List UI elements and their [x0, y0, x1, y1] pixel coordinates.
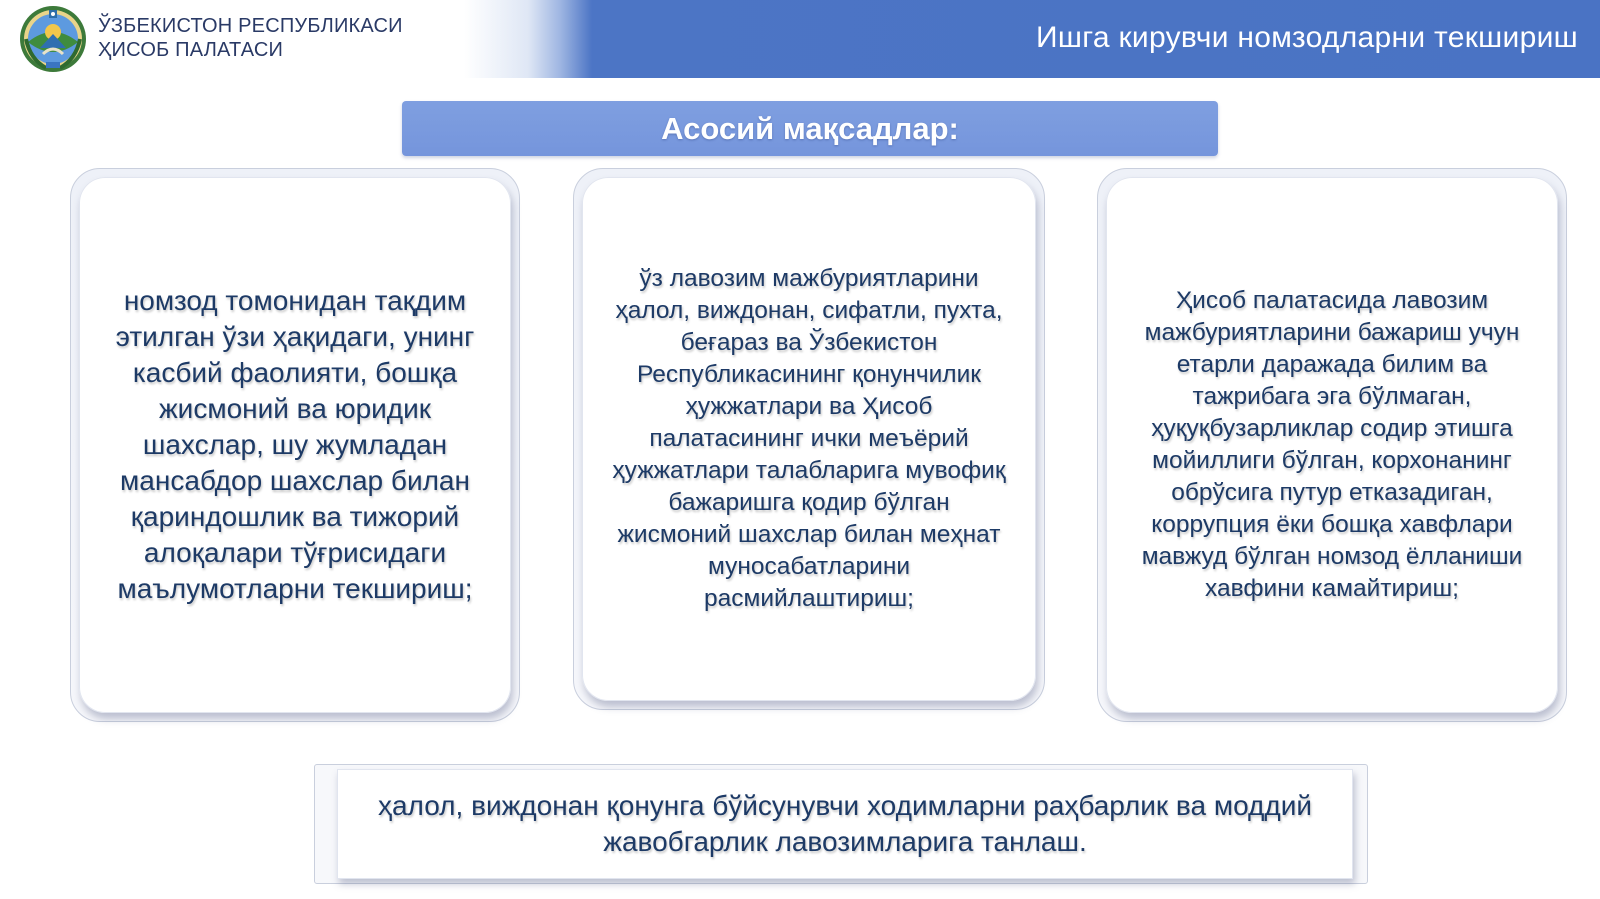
goal-card-1-body: [79, 177, 511, 713]
goal-bottom-card-body: [337, 769, 1353, 879]
organization-name: [98, 14, 403, 62]
goal-card-2-text: ўз лавозим мажбуриятларини ҳалол, виждонан, сифатли, пухта, беғараз ва Ўзбекистон Республикасининг қонунчилик ҳужжатлари ва Ҳисоб палатасининг ички меъёрий ҳужжатлари талабларига мувофиқ бажаришга қодир бўлган жисмоний шахслар билан меҳнат муносабатларини расмийлаштириш;: [612, 265, 1006, 612]
goal-card-1-text: номзод томонидан тақдим этилган ўзи ҳақидаги, унинг касбий фаолияти, бошқа жисмоний ва юридик шахслар, шу жумладан мансабдор шахслар билан қариндошлик ва тижорий алоқалари тўғрисидаги маълумотларни текшириш;: [115, 285, 475, 604]
goal-card-3: [1097, 168, 1567, 722]
org-name-line2: ҲИСОБ ПАЛАТАСИ: [98, 39, 284, 61]
goal-card-3-body: [1106, 177, 1558, 713]
org-name-line1: ЎЗБЕКИСТОН РЕСПУБЛИКАСИ: [98, 15, 403, 37]
goals-heading: Асосий мақсадлар:: [402, 101, 1218, 156]
goal-card-2-body: [582, 177, 1036, 701]
goal-bottom-text: ҳалол, виждонан қонунга бўйсунувчи ходимларни раҳбарлик ва моддий жавобгарлик лавозимларига танлаш.: [377, 790, 1313, 857]
goal-card-1: [70, 168, 520, 722]
goal-bottom-card: [314, 764, 1368, 884]
uzbekistan-emblem-icon: [18, 4, 88, 74]
goal-card-2: [573, 168, 1045, 710]
page-title: Ишга кирувчи номзодларни текшириш: [1036, 21, 1578, 54]
goal-card-3-text: Ҳисоб палатасида лавозим мажбуриятларини бажариш учун етарли даражада билим ва тажрибага эга бўлмаган, ҳуқуқбузарликлар содир этишга мойиллиги бўлган, корхонанинг обрўсига путур етказадиган, коррупция ёки бошқа хавфлари мавжуд бўлган номзод ёлланиши хавфини камайтириш;: [1141, 287, 1523, 602]
